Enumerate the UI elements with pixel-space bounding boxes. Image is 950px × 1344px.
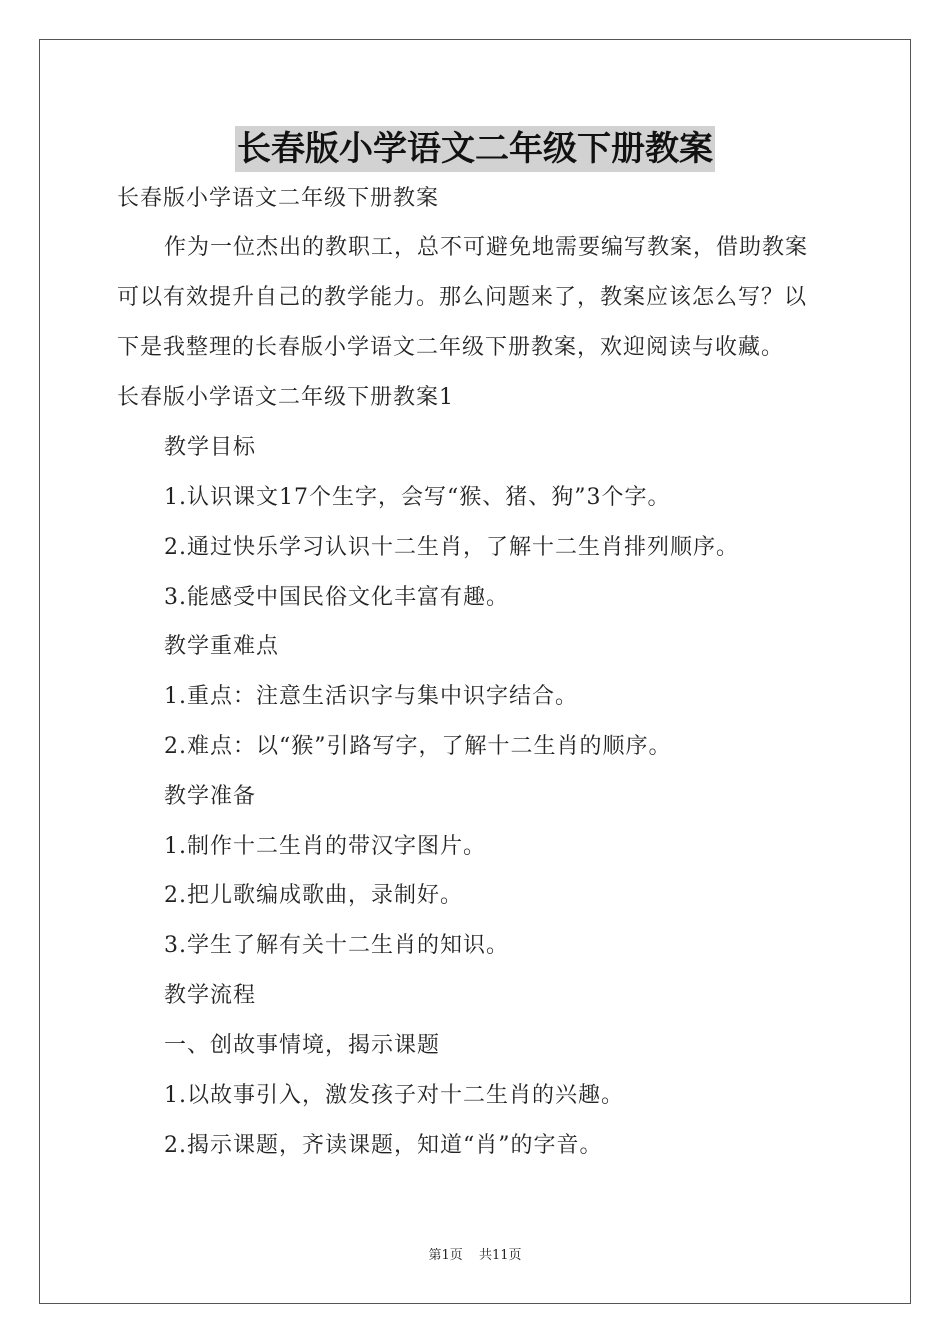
preparation-item-2: 2.把儿歌编成歌曲，录制好。	[164, 883, 463, 908]
process-item-1: 1.以故事引入，激发孩子对十二生肖的兴趣。	[164, 1083, 624, 1108]
intro-paragraph-line-1: 作为一位杰出的教职工，总不可避免地需要编写教案，借助教案	[164, 235, 809, 260]
heading-key-difficulties: 教学重难点	[164, 634, 280, 659]
difficulty-item-1: 1.重点：注意生活识字与集中识字结合。	[164, 684, 578, 709]
page-number: 第1页	[428, 1248, 463, 1263]
heading-teaching-goals: 教学目标	[164, 435, 257, 460]
preparation-item-1: 1.制作十二生肖的带汉字图片。	[164, 834, 486, 859]
title-container	[0, 126, 950, 172]
goal-item-2: 2.通过快乐学习认识十二生肖，了解十二生肖排列顺序。	[164, 535, 739, 560]
page-footer	[0, 1247, 950, 1265]
goal-item-1: 1.认识课文17个生字，会写“猴、猪、狗”3个字。	[164, 485, 671, 510]
heading-preparation: 教学准备	[164, 784, 257, 809]
section-heading-plan-1: 长春版小学语文二年级下册教案1	[117, 385, 454, 410]
goal-item-3: 3.能感受中国民俗文化丰富有趣。	[164, 585, 509, 610]
difficulty-item-2: 2.难点：以“猴”引路写字，了解十二生肖的顺序。	[164, 734, 672, 759]
heading-teaching-process: 教学流程	[164, 983, 257, 1008]
page-border	[39, 39, 911, 1304]
document-title: 长春版小学语文二年级下册教案	[235, 126, 715, 172]
page-total: 共11页	[478, 1248, 522, 1263]
process-item-2: 2.揭示课题，齐读课题，知道“肖”的字音。	[164, 1133, 603, 1158]
intro-paragraph-line-2: 可以有效提升自己的教学能力。那么问题来了，教案应该怎么写？以	[117, 285, 808, 310]
intro-paragraph-line-3: 下是我整理的长春版小学语文二年级下册教案，欢迎阅读与收藏。	[117, 335, 785, 360]
preparation-item-3: 3.学生了解有关十二生肖的知识。	[164, 933, 509, 958]
subtitle-line: 长春版小学语文二年级下册教案	[117, 186, 440, 211]
process-step-heading-1: 一、创故事情境，揭示课题	[164, 1033, 441, 1058]
